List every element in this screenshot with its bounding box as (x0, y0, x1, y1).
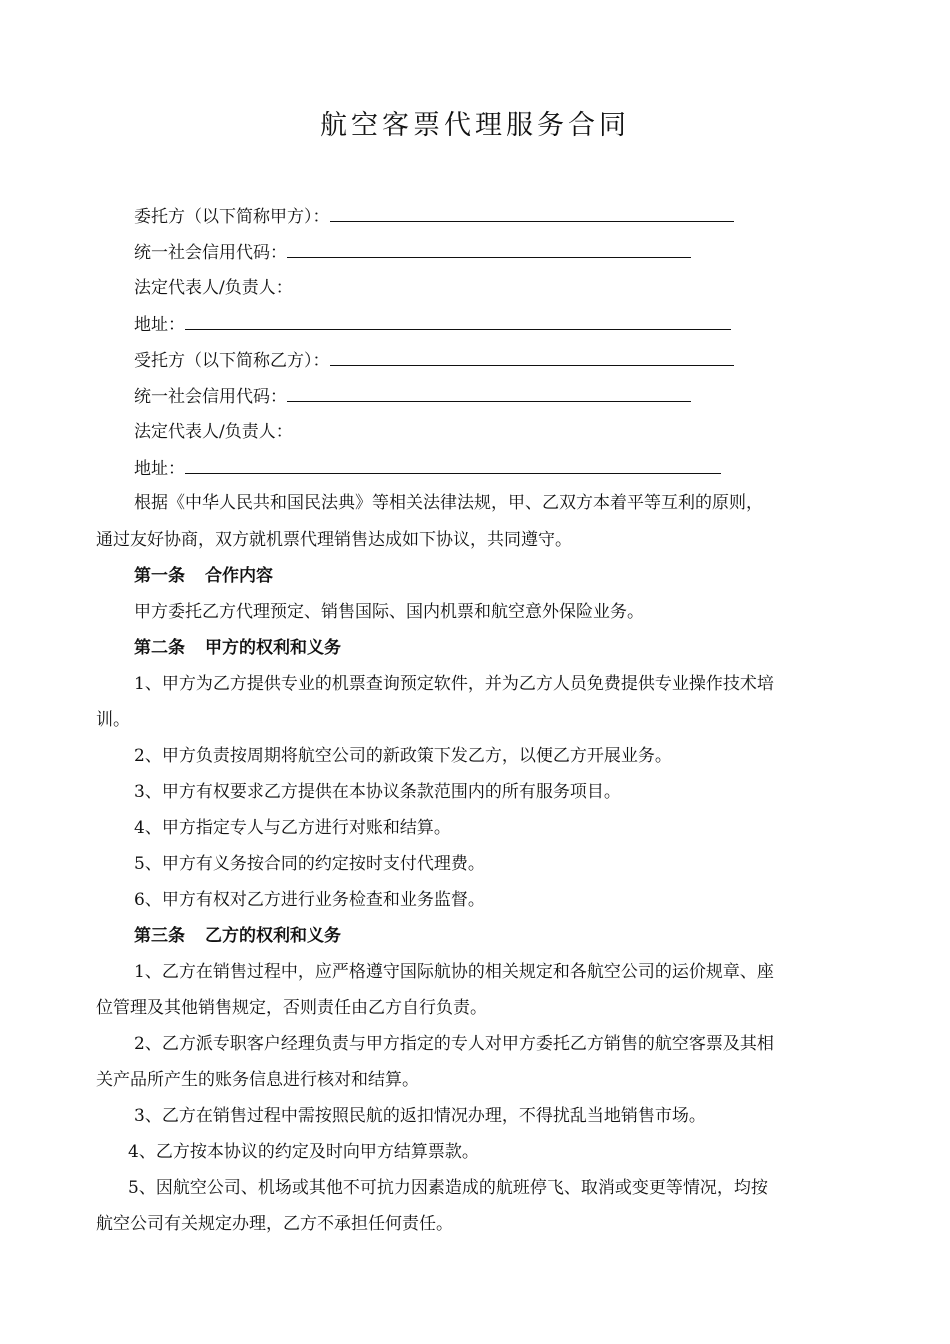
party-b-address-line (134, 455, 904, 482)
party-a-credit-code-label: 统一社会信用代码： (134, 243, 287, 263)
article-2-number: 第二条 (134, 638, 185, 658)
party-a-name-line (134, 203, 904, 230)
article-2-line-1: 1、甲方为乙方提供专业的机票查询预定软件，并为乙方人员免费提供专业操作技术培 (134, 674, 774, 694)
article-2-title: 甲方的权利和义务 (205, 638, 341, 658)
article-3-line-4: 关产品所产生的账务信息进行核对和结算。 (96, 1070, 419, 1090)
party-b-name-label: 受托方（以下简称乙方）： (134, 351, 330, 371)
party-a-address-label: 地址： (134, 315, 185, 335)
party-b-representative-line (134, 419, 904, 445)
article-2-line-5: 4、甲方指定专人与乙方进行对账和结算。 (134, 818, 451, 838)
article-3-line-3: 2、乙方派专职客户经理负责与甲方指定的专人对甲方委托乙方销售的航空客票及其相 (134, 1034, 774, 1054)
article-2-line-6: 5、甲方有义务按合同的约定按时支付代理费。 (134, 854, 485, 874)
article-3-line-2: 位管理及其他销售规定，否则责任由乙方自行负责。 (96, 998, 487, 1018)
article-3-line-5: 3、乙方在销售过程中需按照民航的返扣情况办理，不得扰乱当地销售市场。 (134, 1106, 706, 1126)
party-a-representative-label: 法定代表人/负责人： (134, 278, 293, 298)
party-a-name-label: 委托方（以下简称甲方）： (134, 207, 330, 227)
intro-line-2: 通过友好协商，双方就机票代理销售达成如下协议，共同遵守。 (96, 530, 572, 550)
party-a-credit-code-blank[interactable] (287, 239, 691, 258)
party-b-credit-code-line (134, 383, 904, 410)
article-3-number: 第三条 (134, 926, 185, 946)
article-1-heading (134, 563, 904, 589)
article-3-line-6: 4、乙方按本协议的约定及时向甲方结算票款。 (128, 1142, 479, 1162)
party-b-credit-code-blank[interactable] (287, 383, 691, 402)
party-b-credit-code-label: 统一社会信用代码： (134, 387, 287, 407)
article-3-line-1: 1、乙方在销售过程中，应严格遵守国际航协的相关规定和各航空公司的运价规章、座 (134, 962, 774, 982)
article-3-heading (134, 923, 904, 949)
article-2-line-2: 训。 (96, 710, 130, 730)
party-b-address-blank[interactable] (185, 455, 721, 474)
article-1-title: 合作内容 (205, 566, 273, 586)
party-a-name-blank[interactable] (330, 203, 734, 222)
party-a-address-line (134, 311, 904, 338)
party-a-representative-line (134, 275, 904, 301)
party-a-credit-code-line (134, 239, 904, 266)
article-1-line-1: 甲方委托乙方代理预定、销售国际、国内机票和航空意外保险业务。 (134, 602, 644, 622)
party-b-representative-label: 法定代表人/负责人： (134, 422, 293, 442)
article-2-line-7: 6、甲方有权对乙方进行业务检查和业务监督。 (134, 890, 485, 910)
party-b-name-line (134, 347, 904, 374)
article-2-heading (134, 635, 904, 661)
article-2-line-4: 3、甲方有权要求乙方提供在本协议条款范围内的所有服务项目。 (134, 782, 621, 802)
party-a-address-blank[interactable] (185, 311, 731, 330)
party-b-name-blank[interactable] (330, 347, 734, 366)
article-3-title: 乙方的权利和义务 (205, 926, 341, 946)
article-1-number: 第一条 (134, 566, 185, 586)
article-3-line-8: 航空公司有关规定办理，乙方不承担任何责任。 (96, 1214, 453, 1234)
intro-line-1: 根据《中华人民共和国民法典》等相关法律法规，甲、乙双方本着平等互利的原则， (134, 493, 763, 513)
article-3-line-7: 5、因航空公司、机场或其他不可抗力因素造成的航班停飞、取消或变更等情况，均按 (128, 1178, 768, 1198)
article-2-line-3: 2、甲方负责按周期将航空公司的新政策下发乙方，以便乙方开展业务。 (134, 746, 672, 766)
party-b-address-label: 地址： (134, 459, 185, 479)
document-title: 航空客票代理服务合同 (320, 110, 630, 141)
